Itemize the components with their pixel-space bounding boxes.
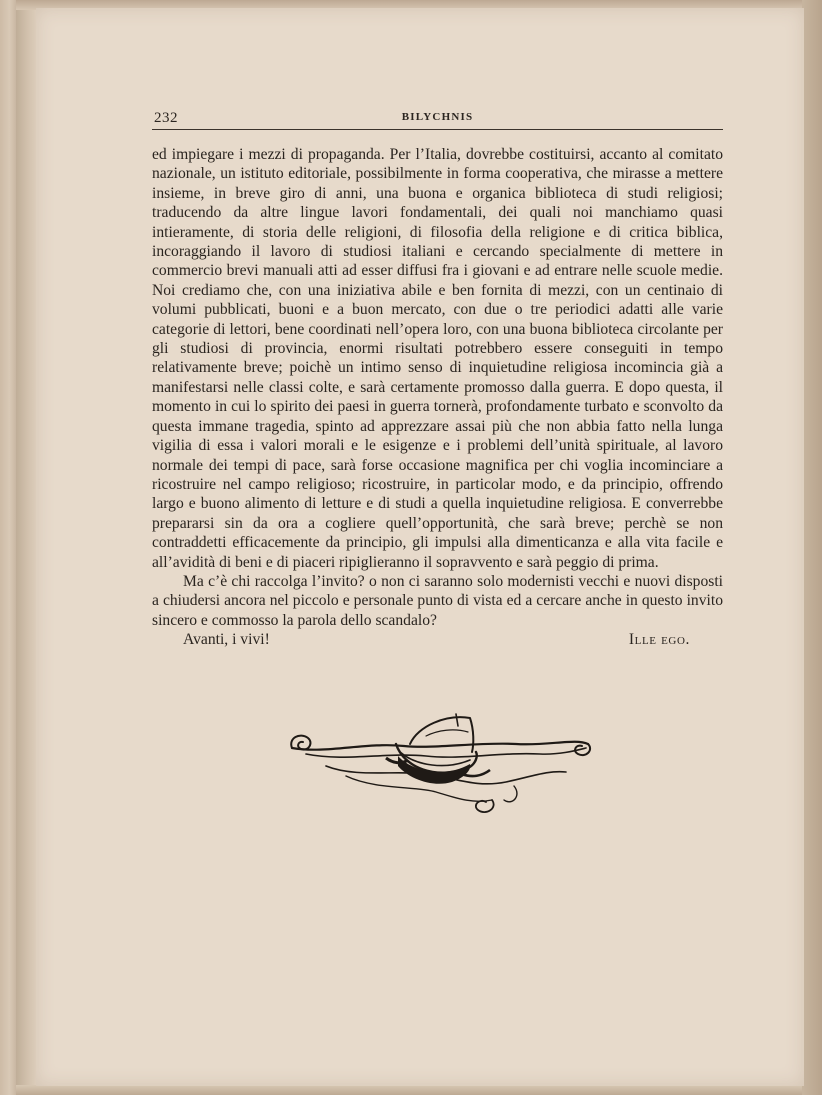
ship-on-waves-icon	[286, 708, 594, 822]
page-number: 232	[154, 110, 178, 126]
page-header	[152, 110, 723, 130]
running-head: BILYCHNIS	[401, 111, 474, 123]
paragraph-2: Ma c’è chi raccolga l’invito? o non ci saranno solo modernisti vecchi e nuovi disposti a chiudersi ancora nel piccolo e personale punto di vista ed a cercare anche in questo invito sincero e commosso la parola dello scandalo?	[152, 572, 723, 629]
paragraph-1: ed impiegare i mezzi di propaganda. Per l’Italia, dovrebbe costituirsi, accanto al comitato nazionale, un istituto editoriale, possibilmente in forma cooperativa, che mirasse a mettere insieme, in breve giro di anni, una buona e organica biblioteca di studi religiosi; traducendo da altre lingue lavori fondamentali, dei quali noi manchiamo quasi intieramente, di storia delle religioni, di filosofia della religione e di critica biblica, incoraggiando il lavoro di studiosi italiani e cercando specialmente di mettere in commercio brevi manuali atti ad esser diffusi fra i giovani e ad entrare nelle scuole medie. Noi crediamo che, con una iniziativa abile e ben fornita di mezzi, con un centinaio di volumi pubblicati, buoni e a buon mercato, con due o tre periodici adatti alle varie categorie di lettori, bene coordinati nell’opera loro, con una buona biblioteca circolante per gli studiosi di provincia, enormi risultati potrebbero essere conseguiti in tempo relativamente breve; poichè un intimo senso di inquietudine religiosa incomincia già a manifestarsi nelle classi colte, e sarà certamente promosso dalla guerra. E dopo questa, il momento in cui lo spirito dei paesi in guerra tornerà, profondamente turbato e sconvolto da questa immane tragedia, spinto ad apprezzare assai più che non abbia fatto nella lunga vigilia di essa i valori morali e le esigenze e i problemi dell’unità spirituale, al lavoro normale dei tempi di pace, sarà forse occasione magnifica per chi voglia incominciare a ricostruire nel campo religioso; ricostruire, in particolar modo, e da principio, offrendo largo e buono alimento di letture e di studi a quella inquietudine religiosa. E converrebbe prepararsi sin da ora a cogliere quell’opportunità, che sarà breve; perchè se non contraddetti efficacemente da principio, gli impulsi alla dimenticanza e alla vita facile e all’avidità di beni e di piaceri ripiglieranno il sopravvento e sarà peggio di prima.	[152, 146, 723, 571]
book-edge-bottom	[16, 1085, 806, 1095]
sign-off	[152, 630, 723, 649]
closing-line: Avanti, i vivi!	[183, 631, 270, 649]
author-signature: Ille ego.	[628, 631, 690, 649]
book-edge-right	[802, 0, 822, 1095]
book-edge-left	[0, 0, 16, 1095]
header-rule	[152, 129, 723, 130]
body-text	[152, 145, 723, 650]
